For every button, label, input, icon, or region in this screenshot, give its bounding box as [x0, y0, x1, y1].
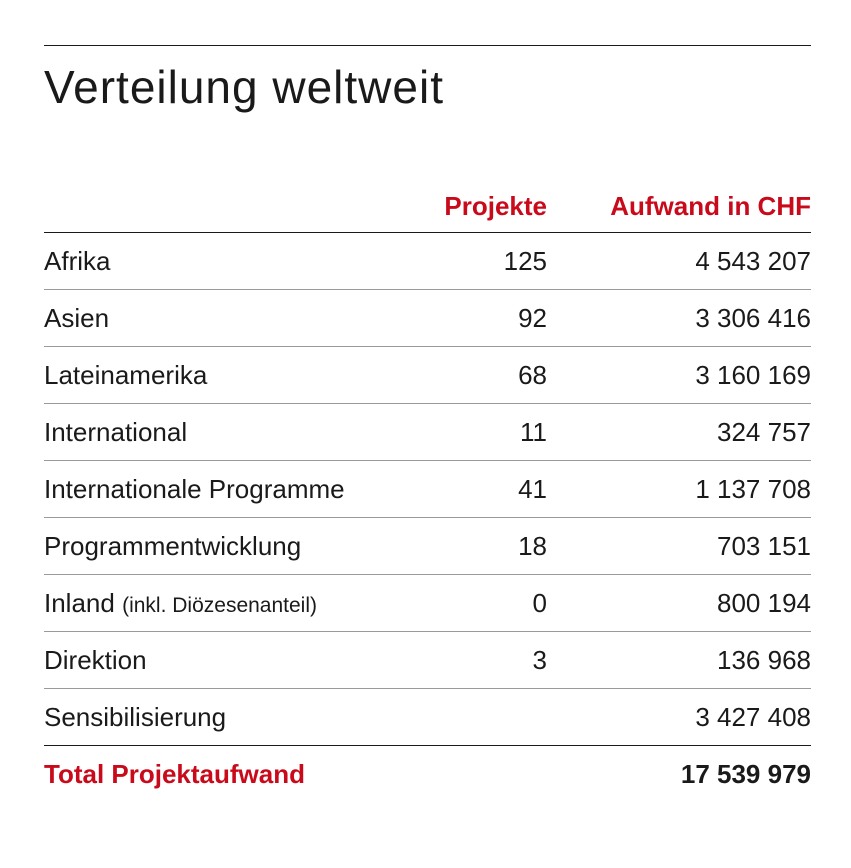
row-region — [44, 575, 424, 632]
row-cost: 800 194 — [547, 575, 811, 632]
row-region-name: Internationale Programme — [44, 473, 345, 504]
row-region-name: Direktion — [44, 644, 147, 675]
row-region — [44, 518, 424, 575]
row-region-name: Asien — [44, 302, 110, 333]
table-row — [44, 233, 811, 290]
header-region — [44, 180, 424, 233]
row-projects: 18 — [424, 518, 547, 575]
row-cost: 3 306 416 — [547, 290, 811, 347]
row-region — [44, 404, 424, 461]
row-cost: 136 968 — [547, 632, 811, 689]
row-projects: 41 — [424, 461, 547, 518]
table-row — [44, 404, 811, 461]
row-projects: 3 — [424, 632, 547, 689]
total-projects — [424, 746, 547, 803]
row-region-name: Inland — [44, 587, 115, 618]
header-cost: Aufwand in CHF — [547, 180, 811, 233]
row-region-name: Programmentwicklung — [44, 530, 302, 561]
row-projects: 68 — [424, 347, 547, 404]
row-projects: 0 — [424, 575, 547, 632]
row-cost: 324 757 — [547, 404, 811, 461]
row-region-name: International — [44, 416, 188, 447]
row-region — [44, 689, 424, 746]
row-region-name: Sensibilisierung — [44, 701, 227, 732]
page-title: Verteilung weltweit — [44, 61, 444, 113]
table-header-row — [44, 180, 811, 233]
row-region-name: Afrika — [44, 245, 111, 276]
total-row — [44, 746, 811, 803]
row-cost: 1 137 708 — [547, 461, 811, 518]
row-cost: 703 151 — [547, 518, 811, 575]
row-region — [44, 290, 424, 347]
row-projects: 92 — [424, 290, 547, 347]
top-rule — [44, 45, 811, 46]
row-cost: 3 160 169 — [547, 347, 811, 404]
table-row — [44, 290, 811, 347]
distribution-table — [44, 180, 811, 802]
row-cost: 4 543 207 — [547, 233, 811, 290]
row-region — [44, 461, 424, 518]
table-row — [44, 347, 811, 404]
row-projects: 11 — [424, 404, 547, 461]
row-region — [44, 632, 424, 689]
row-projects: 125 — [424, 233, 547, 290]
row-region — [44, 233, 424, 290]
table-row — [44, 689, 811, 746]
table-row — [44, 575, 811, 632]
total-label: Total Projektaufwand — [44, 758, 305, 789]
table-row — [44, 518, 811, 575]
row-projects — [424, 689, 547, 746]
row-region — [44, 347, 424, 404]
table-row — [44, 632, 811, 689]
total-cost: 17 539 979 — [680, 758, 811, 789]
row-region-name: Lateinamerika — [44, 359, 208, 390]
table-row — [44, 461, 811, 518]
row-cost: 3 427 408 — [547, 689, 811, 746]
header-projects: Projekte — [424, 180, 547, 233]
row-region-note: (inkl. Diözesenanteil) — [122, 593, 317, 617]
